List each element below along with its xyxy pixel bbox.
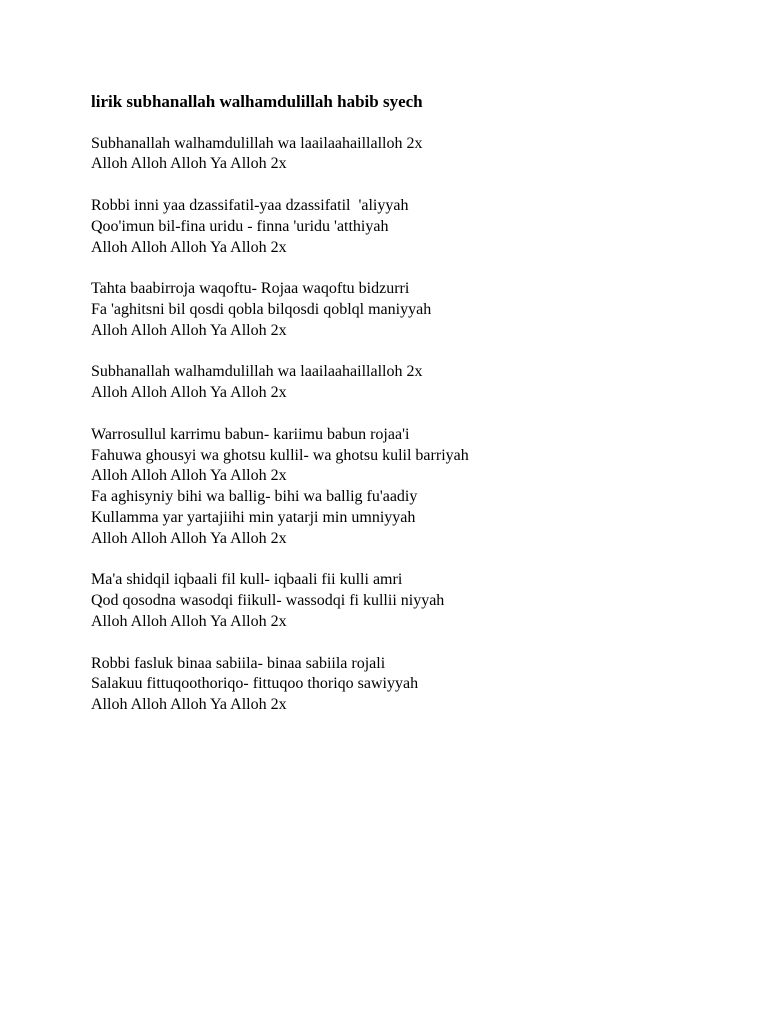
stanza	[91, 134, 732, 176]
stanza	[91, 425, 732, 550]
lyric-line: Subhanallah walhamdulillah wa laailaahaillalloh 2x	[91, 134, 423, 152]
document-content	[91, 92, 732, 737]
lyric-line: Tahta baabirroja waqoftu- Rojaa waqoftu bidzurri	[91, 280, 410, 298]
lyric-line: Qoo'imun bil-fina uridu - finna 'uridu 'atthiyah	[91, 217, 389, 235]
lyric-line: Qod qosodna wasodqi fiikull- wassodqi fi kullii niyyah	[91, 592, 445, 610]
lyric-line: Kullamma yar yartajiihi min yatarji min umniyyah	[91, 508, 416, 526]
lyric-line: Subhanallah walhamdulillah wa laailaahaillalloh 2x	[91, 363, 423, 381]
stanza	[91, 196, 732, 258]
stanza	[91, 362, 732, 404]
lyric-line: Robbi inni yaa dzassifatil-yaa dzassifatil 'aliyyah	[91, 196, 409, 214]
lyric-line: Alloh Alloh Alloh Ya Alloh 2x	[91, 321, 287, 339]
lyric-line: Robbi fasluk binaa sabiila- binaa sabiila rojali	[91, 654, 386, 672]
stanza	[91, 279, 732, 341]
document-title: lirik subhanallah walhamdulillah habib syech	[91, 92, 423, 111]
lyric-line: Fa aghisyniy bihi wa ballig- bihi wa ballig fu'aadiy	[91, 488, 418, 506]
lyric-line: Alloh Alloh Alloh Ya Alloh 2x	[91, 696, 287, 714]
lyric-line: Salakuu fittuqoothoriqo- fittuqoo thoriqo sawiyyah	[91, 675, 419, 693]
lyrics-container	[91, 134, 732, 716]
lyric-line: Alloh Alloh Alloh Ya Alloh 2x	[91, 384, 287, 402]
stanza	[91, 570, 732, 632]
lyric-line: Alloh Alloh Alloh Ya Alloh 2x	[91, 612, 287, 630]
lyric-line: Fa 'aghitsni bil qosdi qobla bilqosdi qoblql maniyyah	[91, 300, 432, 318]
lyric-line: Alloh Alloh Alloh Ya Alloh 2x	[91, 238, 287, 256]
lyric-line: Ma'a shidqil iqbaali fil kull- iqbaali fii kulli amri	[91, 571, 403, 589]
lyric-line: Fahuwa ghousyi wa ghotsu kullil- wa ghotsu kulil barriyah	[91, 446, 469, 464]
lyric-line: Warrosullul karrimu babun- kariimu babun rojaa'i	[91, 425, 410, 443]
stanza	[91, 654, 732, 716]
lyric-line: Alloh Alloh Alloh Ya Alloh 2x	[91, 529, 287, 547]
lyric-line: Alloh Alloh Alloh Ya Alloh 2x	[91, 155, 287, 173]
lyric-line: Alloh Alloh Alloh Ya Alloh 2x	[91, 467, 287, 485]
